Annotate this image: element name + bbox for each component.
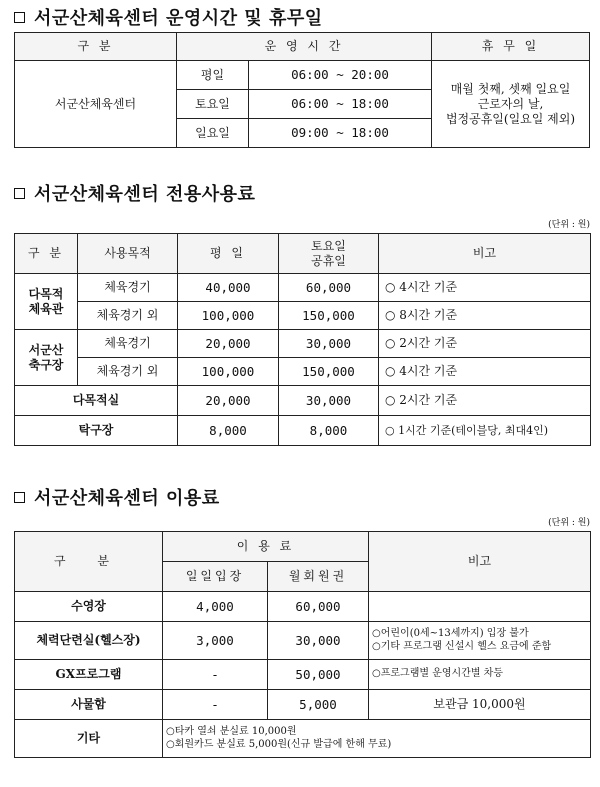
checkbox-bullet-icon [14, 12, 25, 23]
rental-weekday-fee: 20,000 [178, 330, 279, 358]
usage-monthly-fee: 60,000 [268, 592, 369, 622]
section3-title-text: 서군산체육센터 이용료 [34, 488, 220, 509]
weekend-header-line2: 공휴일 [311, 253, 346, 268]
section3-unit: (단위 : 원) [548, 518, 590, 528]
hours-table [14, 32, 590, 148]
usage-note-line1: ○어린이(0세~13세까지) 입장 불가 [372, 628, 529, 639]
rental-note: ○ 4시간 기준 [379, 274, 591, 302]
rental-weekday-fee: 100,000 [178, 302, 279, 330]
rental-header-purpose: 사용목적 [78, 234, 178, 274]
section2-unit: (단위 : 원) [548, 220, 590, 230]
rental-group-name [15, 274, 78, 330]
group-name-line2: 체육관 [28, 301, 64, 316]
hours-time: 06:00 ~ 18:00 [249, 90, 432, 119]
usage-header-monthly: 월회원권 [268, 562, 369, 592]
rental-facility-name: 다목적실 [15, 386, 178, 416]
usage-facility-name: GX프로그램 [15, 660, 163, 690]
hours-header-time: 운 영 시 간 [177, 33, 432, 61]
hours-time: 09:00 ~ 18:00 [249, 119, 432, 148]
section2-title-text: 서군산체육센터 전용사용료 [34, 184, 256, 205]
hours-facility-name: 서군산체육센터 [15, 61, 177, 148]
usage-note: 보관금 10,000원 [369, 690, 591, 720]
usage-etc-line2: ○회원카드 분실료 5,000원(신규 발급에 한해 무료) [166, 738, 392, 750]
rental-weekend-fee: 60,000 [279, 274, 379, 302]
holiday-line: 매월 첫째, 셋째 일요일 [450, 81, 571, 96]
rental-weekday-fee: 100,000 [178, 358, 279, 386]
usage-monthly-fee: 5,000 [268, 690, 369, 720]
rental-weekend-fee: 150,000 [279, 302, 379, 330]
usage-daily-fee: - [163, 690, 268, 720]
usage-note [369, 622, 591, 660]
usage-header-category: 구 분 [15, 532, 163, 592]
usage-etc-details [163, 720, 591, 758]
usage-monthly-fee: 30,000 [268, 622, 369, 660]
rental-purpose: 체육경기 외 [78, 302, 178, 330]
hours-time: 06:00 ~ 20:00 [249, 61, 432, 90]
usage-daily-fee: 4,000 [163, 592, 268, 622]
rental-weekend-fee: 30,000 [279, 386, 379, 416]
section1-title-text: 서군산체육센터 운영시간 및 휴무일 [34, 8, 323, 29]
rental-note: ○ 1시간 기준(테이블당, 최대4인) [379, 416, 591, 446]
rental-note: ○ 4시간 기준 [379, 358, 591, 386]
checkbox-bullet-icon [14, 188, 25, 199]
hours-header-category: 구 분 [15, 33, 177, 61]
rental-header-note: 비고 [379, 234, 591, 274]
section2-title [14, 180, 255, 206]
rental-weekday-fee: 40,000 [178, 274, 279, 302]
holiday-description [432, 61, 590, 148]
rental-group-name [15, 330, 78, 386]
checkbox-bullet-icon [14, 492, 25, 503]
rental-weekday-fee: 20,000 [178, 386, 279, 416]
rental-purpose: 체육경기 [78, 274, 178, 302]
rental-note: ○ 8시간 기준 [379, 302, 591, 330]
usage-facility-name: 체력단련실(헬스장) [15, 622, 163, 660]
rental-weekend-fee: 8,000 [279, 416, 379, 446]
usage-facility-name: 수영장 [15, 592, 163, 622]
usage-header-daily: 일일입장 [163, 562, 268, 592]
rental-header-weekend [279, 234, 379, 274]
weekend-header-line1: 토요일 [311, 238, 346, 253]
usage-etc-name: 기타 [15, 720, 163, 758]
usage-note [369, 592, 591, 622]
group-name-line1: 다목적 [28, 286, 64, 301]
rental-weekend-fee: 150,000 [279, 358, 379, 386]
hours-day: 평일 [177, 61, 249, 90]
hours-header-holiday: 휴 무 일 [432, 33, 590, 61]
usage-daily-fee: 3,000 [163, 622, 268, 660]
rental-purpose: 체육경기 외 [78, 358, 178, 386]
usage-header-fee: 이 용 료 [163, 532, 369, 562]
group-name-line1: 서군산 [28, 342, 64, 357]
usage-daily-fee: - [163, 660, 268, 690]
rental-facility-name: 탁구장 [15, 416, 178, 446]
hours-day: 일요일 [177, 119, 249, 148]
usage-etc-line1: ○타카 열쇠 분실료 10,000원 [166, 726, 297, 737]
holiday-line: 법정공휴일(일요일 제외) [445, 111, 576, 126]
section1-title [14, 4, 323, 30]
rental-weekday-fee: 8,000 [178, 416, 279, 446]
usage-note: ○프로그램별 운영시간별 차등 [369, 660, 591, 690]
holiday-line: 근로자의 날, [477, 96, 544, 111]
usage-header-note: 비고 [369, 532, 591, 592]
rental-note: ○ 2시간 기준 [379, 330, 591, 358]
rental-fee-table [14, 233, 591, 446]
rental-header-weekday: 평 일 [178, 234, 279, 274]
rental-weekend-fee: 30,000 [279, 330, 379, 358]
rental-header-category: 구 분 [15, 234, 78, 274]
usage-note-line2: ○기타 프로그램 신설시 헬스 요금에 준함 [372, 640, 552, 652]
usage-monthly-fee: 50,000 [268, 660, 369, 690]
rental-note: ○ 2시간 기준 [379, 386, 591, 416]
group-name-line2: 축구장 [28, 357, 64, 372]
usage-facility-name: 사물함 [15, 690, 163, 720]
rental-purpose: 체육경기 [78, 330, 178, 358]
hours-day: 토요일 [177, 90, 249, 119]
usage-fee-table [14, 531, 591, 758]
section3-title [14, 484, 220, 510]
